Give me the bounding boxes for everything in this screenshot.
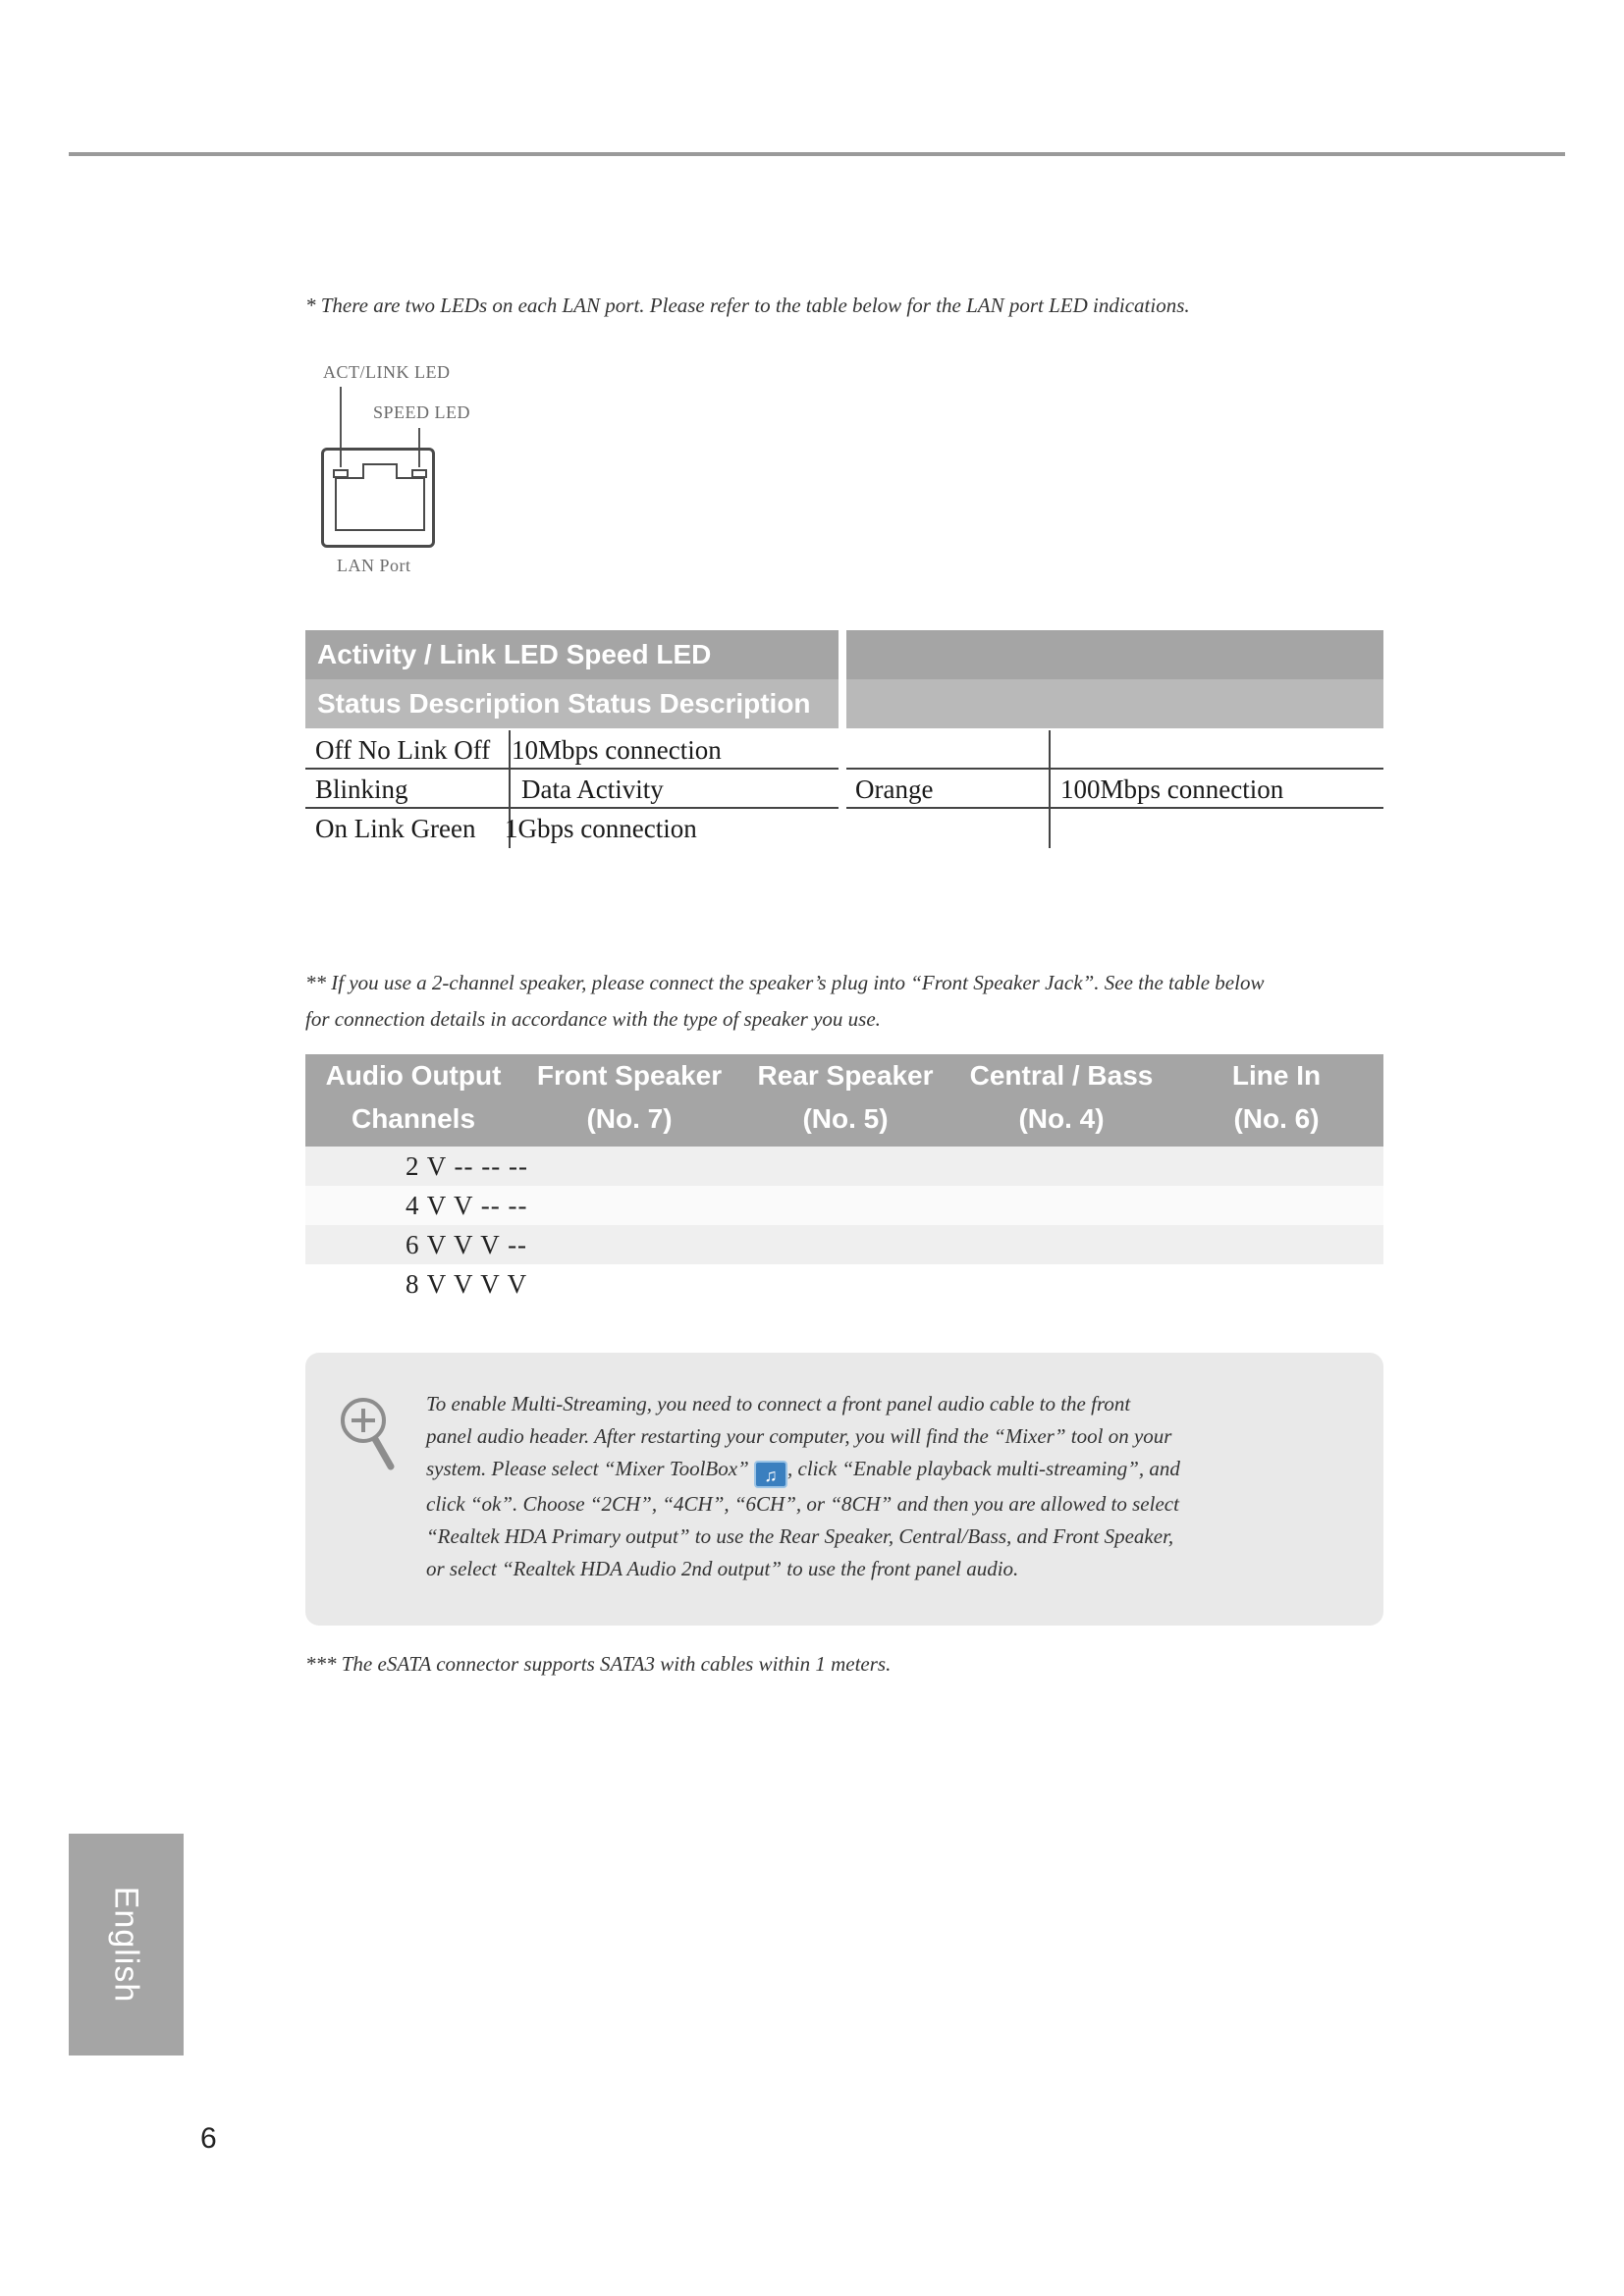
- audio-note-line1: ** If you use a 2-channel speaker, please connect the speaker’s plug into “Front Speaker Jack”. See the table below: [305, 971, 1265, 994]
- table-cell: 100Mbps connection: [1060, 774, 1284, 804]
- tip-line: system. Please select “Mixer ToolBox”: [426, 1457, 749, 1480]
- lan-note: * There are two LEDs on each LAN port. Please refer to the table below for the LAN port LED indications.: [305, 294, 1190, 317]
- top-rule: [69, 152, 1565, 156]
- col-header-line: Audio Output: [325, 1060, 502, 1091]
- esata-note: *** The eSATA connector supports SATA3 with cables within 1 meters.: [305, 1652, 892, 1676]
- lan-table-header-row1: Activity / Link LED Speed LED: [317, 639, 712, 669]
- language-tab-label: English: [107, 1886, 145, 2003]
- lan-table-subheader-left: [305, 679, 839, 728]
- audio-note-line2: for connection details in accordance with the type of speaker you use.: [305, 1007, 881, 1031]
- page-number: 6: [200, 2122, 217, 2155]
- table-row: 8 V V V V: [406, 1269, 528, 1299]
- lan-table-header-left: [305, 630, 839, 679]
- magnifier-plus-icon: [338, 1394, 397, 1474]
- tip-line: To enable Multi-Streaming, you need to connect a front panel audio cable to the front: [426, 1392, 1131, 1415]
- table-cell: 1Gbps connection: [505, 814, 697, 843]
- tip-line: or select “Realtek HDA Audio 2nd output” to use the front panel audio.: [426, 1557, 1019, 1580]
- col-header-line: (No. 6): [1233, 1103, 1320, 1134]
- lan-port-notch: [362, 463, 398, 479]
- table-cell: Data Activity: [521, 774, 664, 804]
- tip-text: [426, 1388, 1310, 1585]
- col-header-line: Line In: [1231, 1060, 1322, 1091]
- act-link-led-label: ACT/LINK LED: [323, 362, 451, 382]
- col-header-line: Central / Bass: [969, 1060, 1154, 1091]
- col-line-in: [1169, 1054, 1383, 1141]
- lan-table-header-row2: Status Description Status Description: [317, 688, 811, 719]
- table-cell: 10Mbps connection: [512, 735, 722, 765]
- col-header-line: Rear Speaker: [757, 1060, 934, 1091]
- tip-line-with-icon: [426, 1453, 1310, 1488]
- table-row: 4 V V -- --: [406, 1191, 528, 1220]
- tip-line: “Realtek HDA Primary output” to use the Rear Speaker, Central/Bass, and Front Speaker,: [426, 1524, 1174, 1548]
- col-header-line: (No. 7): [586, 1103, 673, 1134]
- audio-table-header: [305, 1054, 1383, 1147]
- act-link-led: [333, 469, 349, 478]
- lan-table-subheader-right: [846, 679, 1383, 728]
- tip-line: panel audio header. After restarting your computer, you will find the “Mixer” tool on your: [426, 1424, 1172, 1448]
- lan-port-socket: [335, 477, 425, 531]
- col-rear-speaker: [737, 1054, 953, 1141]
- col-central-bass: [953, 1054, 1169, 1141]
- col-front-speaker: [521, 1054, 737, 1141]
- mixer-toolbox-icon: ♫: [754, 1461, 787, 1488]
- col-header-line: (No. 4): [1018, 1103, 1105, 1134]
- table-row: 2 V -- -- --: [406, 1151, 528, 1181]
- lan-table-header-right: [846, 630, 1383, 679]
- col-header-line: Channels: [351, 1103, 476, 1134]
- table-divider: [1049, 730, 1051, 848]
- col-header-line: Front Speaker: [536, 1060, 723, 1091]
- speed-led-label: SPEED LED: [373, 402, 470, 422]
- table-cell: Blinking: [315, 774, 408, 804]
- speed-led: [411, 469, 427, 478]
- tip-line: , click “Enable playback multi-streaming”, and: [787, 1457, 1180, 1480]
- table-cell: On Link Green: [315, 814, 476, 843]
- col-audio-output: [305, 1054, 521, 1141]
- lan-port-label: LAN Port: [337, 556, 411, 575]
- language-tab: [69, 1834, 184, 2056]
- col-header-line: (No. 5): [802, 1103, 889, 1134]
- tip-line: click “ok”. Choose “2CH”, “4CH”, “6CH”, or “8CH” and then you are allowed to select: [426, 1492, 1179, 1516]
- table-row: 6 V V V --: [406, 1230, 528, 1259]
- table-cell: Off No Link Off: [315, 735, 491, 765]
- table-cell: Orange: [855, 774, 934, 804]
